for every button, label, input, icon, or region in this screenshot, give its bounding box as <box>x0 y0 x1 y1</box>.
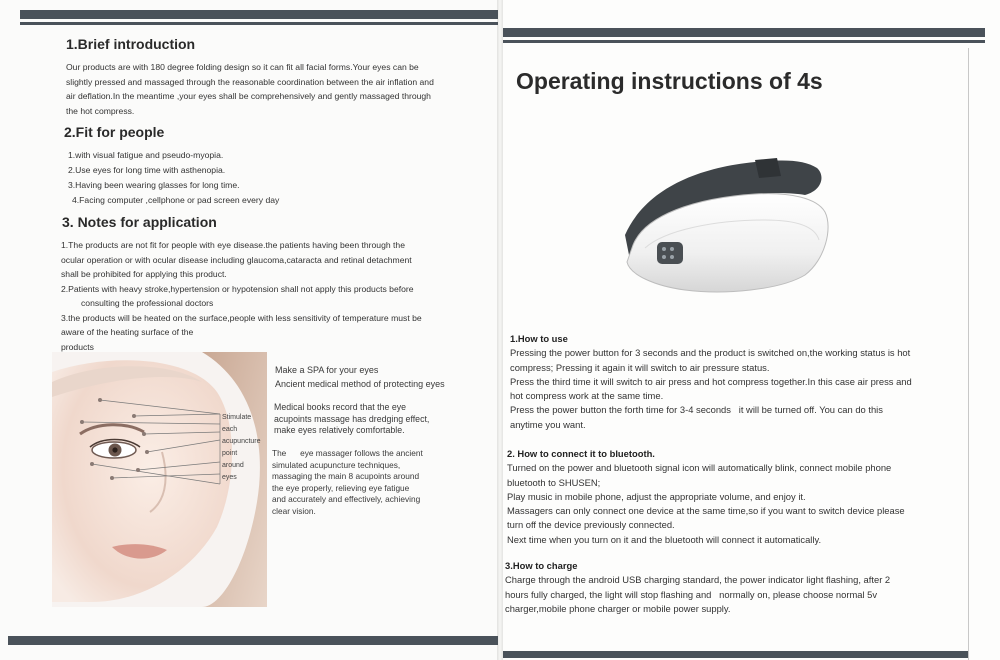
acupoint-label <box>222 412 261 484</box>
text-line: Massagers can only connect one device at the same time,so if you want to switch device please <box>507 505 905 517</box>
text-line: charger,mobile phone charger or mobile power supply. <box>505 602 731 614</box>
ad-paragraph-2 <box>272 448 423 517</box>
text-line: 2.Patients with heavy stroke,hypertension or hypotension shall not apply this products before <box>61 283 414 294</box>
notes-heading: 3. Notes for application <box>62 214 217 230</box>
ad-paragraph-1 <box>274 402 429 437</box>
ad-line: acupoints massage has dredging effect, <box>274 413 430 424</box>
text-line: Next time when you turn on it and the bluetooth will connect it automatically. <box>507 533 822 545</box>
label-line: Stimulate <box>222 414 252 421</box>
brief-intro-text <box>66 60 434 118</box>
text-line: 3.the products will be heated on the surface,people with less sensitivity of temperature must be <box>61 312 422 323</box>
text-line: Press the third time it will switch to air press and hot compress together.In this case air press and <box>510 375 912 387</box>
text-line: Pressing the power button for 3 seconds and the product is switched on,the working status is hot <box>510 347 911 359</box>
top-band-left <box>20 10 498 19</box>
charge-section <box>505 559 943 616</box>
ad-line: Medical books record that the eye <box>274 402 407 412</box>
text-line: hours fully charged, the light will stop flashing and normally on, please choose normal 5v <box>505 588 878 600</box>
ad-line: the eye properly, relieving eye fatigue <box>272 482 410 493</box>
brief-intro-heading: 1.Brief introduction <box>66 36 196 52</box>
text-line: compress; Pressing it again it will switch to air pressure status. <box>510 361 770 373</box>
how-to-use-heading: 1.How to use <box>510 333 568 344</box>
page-fold <box>497 0 503 660</box>
how-to-use-section <box>510 332 948 432</box>
text-line: ocular operation or with ocular disease including glaucoma,cataracta and retinal detachment <box>61 254 412 265</box>
notes-text <box>61 238 422 354</box>
fit-for-people-heading: 2.Fit for people <box>64 124 165 140</box>
text-line: Play music in mobile phone, adjust the appropriate volume, and enjoy it. <box>507 490 806 502</box>
bottom-band-left <box>8 636 498 645</box>
text-line: 1.The products are not fit for people with eye disease.the patients having been through the <box>61 240 405 250</box>
ad-line: and accurately and effectively, achieving <box>272 494 421 504</box>
text-line: slightly pressed and massaged through the reasonable coordination between the air inflation and <box>66 76 434 87</box>
charge-heading: 3.How to charge <box>505 560 578 571</box>
label-line: eyes <box>222 474 237 481</box>
top-rule-left <box>20 22 498 25</box>
label-line: point <box>222 450 238 457</box>
label-line: acupuncture <box>222 438 261 445</box>
text-line: turn off the device previously connected. <box>507 519 675 531</box>
top-rule-right <box>503 40 985 43</box>
text-line: Turned on the power and bluetooth signal icon will automatically blink, connect mobile phone <box>507 462 892 474</box>
label-line: around <box>222 462 244 469</box>
text-line: hot compress work at the same time. <box>510 390 664 402</box>
text-line: shall be prohibited for applying this product. <box>61 269 227 279</box>
text-line: Charge through the android USB charging standard, the power indicator light flashing, after 2 <box>505 574 891 586</box>
text-line: bluetooth to SHUSEN; <box>507 476 601 488</box>
ad-line: simulated acupuncture techniques, <box>272 459 401 470</box>
list-item: 1.with visual fatigue and pseudo-myopia. <box>68 150 224 160</box>
ad-tagline <box>275 363 445 391</box>
text-line: consulting the professional doctors <box>81 298 214 308</box>
bluetooth-section <box>507 447 945 547</box>
ad-line: The eye massager follows the ancient <box>272 448 423 458</box>
text-line: Our products are with 180 degree folding design so it can fit all facial forms.Your eyes can be <box>66 62 419 72</box>
page-title: Operating instructions of 4s <box>516 68 823 94</box>
top-band-right <box>503 28 985 37</box>
tagline-line: Make a SPA for your eyes <box>275 365 379 375</box>
eye-massager-photo <box>605 150 840 300</box>
list-item: 2.Use eyes for long time with asthenopia. <box>68 165 226 175</box>
tagline-line: Ancient medical method of protecting eyes <box>275 379 445 389</box>
text-line: products <box>61 341 94 352</box>
ad-line: clear vision. <box>272 505 316 516</box>
label-line: each <box>222 426 238 433</box>
page-edge <box>968 48 969 660</box>
text-line: Press the power button the forth time for 3-4 seconds it will be turned off. You can do this <box>510 404 883 416</box>
text-line: aware of the heating surface of the <box>61 327 194 337</box>
bottom-band-right <box>503 651 968 658</box>
list-item: 3.Having been wearing glasses for long time. <box>68 180 240 190</box>
fit-for-people-list <box>68 148 279 208</box>
ad-line: massaging the main 8 acupoints around <box>272 471 420 481</box>
text-line: air deflation.In the meantime ,your eyes shall be comprehensively and gently massaged through <box>66 91 431 101</box>
list-item: 4.Facing computer ,cellphone or pad screen every day <box>72 195 280 205</box>
text-line: anytime you want. <box>510 418 586 430</box>
text-line: the hot compress. <box>66 105 135 116</box>
bluetooth-heading: 2. How to connect it to bluetooth. <box>507 448 655 459</box>
ad-line: make eyes relatively comfortable. <box>274 425 405 435</box>
